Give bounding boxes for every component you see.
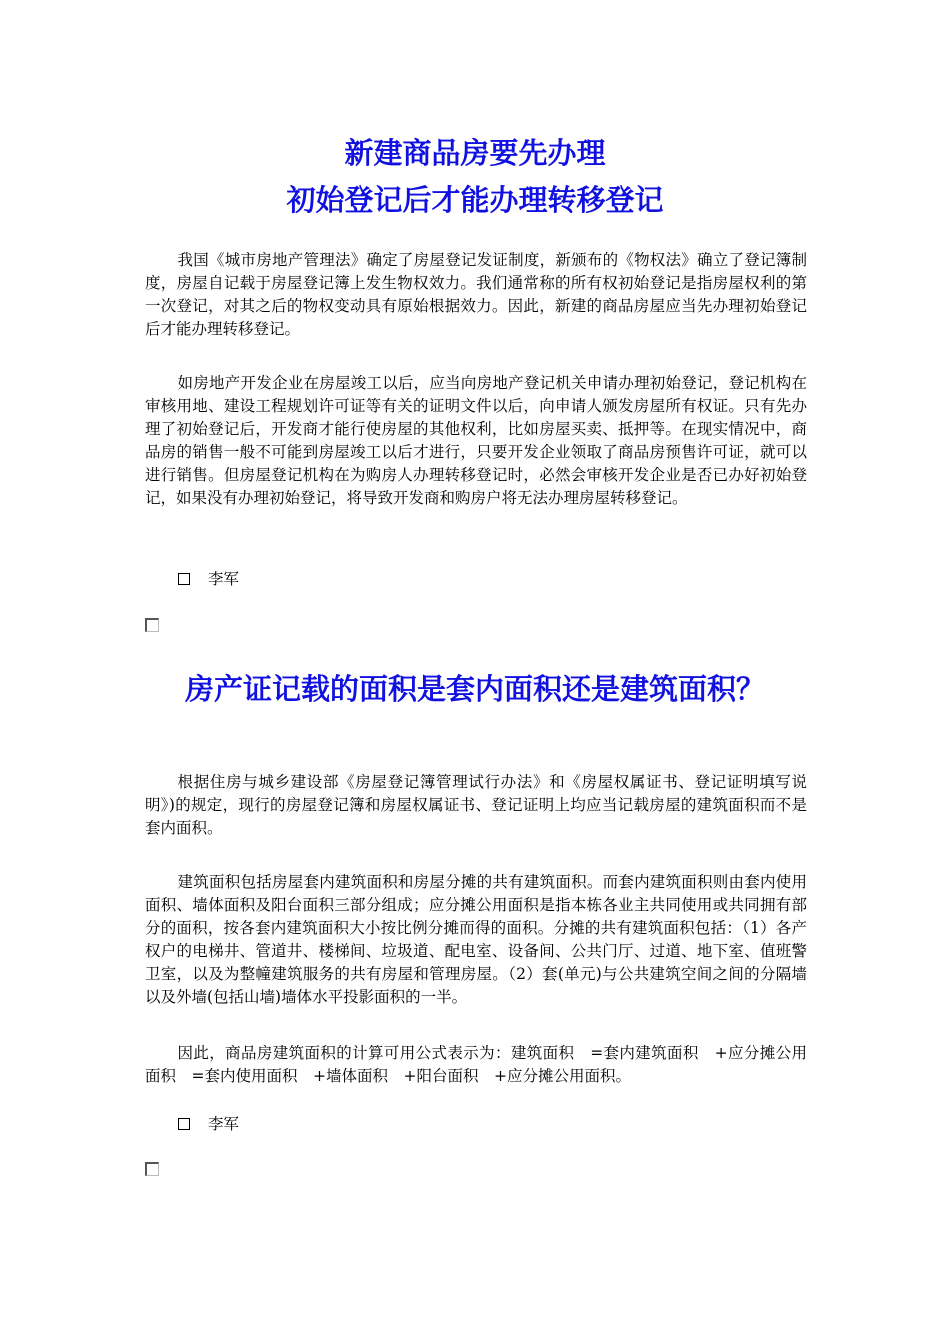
checkbox-square-icon [178, 1118, 190, 1130]
article1-paragraph-1: 我国《城市房地产管理法》确定了房屋登记发证制度，新颁布的《物权法》确立了登记簿制度，房屋自记载于房屋登记簿上发生物权效力。我们通常称的所有权初始登记是指房屋权利的第一次登记，对其之后的物权变动具有原始根据效力。因此，新建的商品房屋应当先办理初始登记后才能办理转移登记。 [145, 251, 807, 338]
article2-paragraph-2: 建筑面积包括房屋套内建筑面积和房屋分摊的共有建筑面积。而套内建筑面积则由套内使用面积、墙体面积及阳台面积三部分组成；应分摊公用面积是指本栋各业主共同使用或共同拥有部分的面积，按各套内建筑面积大小按比例分摊而得的面积。分摊的共有建筑面积包括：（1）各产权户的电梯井、管道井、楼梯间、垃圾道、配电室、设备间、公共门厅、过道、地下室、值班警卫室，以及为整幢建筑服务的共有房屋和管理房屋。（2）套(单元)与公共建筑空间之间的分隔墙以及外墙(包括山墙)墙体水平投影面积的一半。 [145, 873, 807, 1006]
article2-title: 房产证记载的面积是套内面积还是建筑面积？ [184, 672, 765, 706]
article1-paragraph-2: 如房地产开发企业在房屋竣工以后，应当向房地产登记机关申请办理初始登记，登记机构在审核用地、建设工程规划许可证等有关的证明文件以后，向申请人颁发房屋所有权证。只有先办理了初始登记后，开发商才能行使房屋的其他权利，比如房屋买卖、抵押等。在现实情况中，商品房的销售一般不可能到房屋竣工以后才进行，只要开发企业领取了商品房预售许可证，就可以进行销售。但房屋登记机构在为购房人办理转移登记时，必然会审核开发企业是否已办好初始登记，如果没有办理初始登记，将导致开发商和购房户将无法办理房屋转移登记。 [145, 374, 807, 507]
article1-title-line1: 新建商品房要先办理 [344, 136, 606, 170]
checkbox-square-icon [178, 573, 190, 585]
article1-title-line2: 初始登记后才能办理转移登记 [286, 183, 664, 217]
article2-author-line [178, 1113, 239, 1136]
article1-author-line [178, 568, 239, 591]
article1-author: 李军 [208, 570, 240, 588]
article2-paragraph-1: 根据住房与城乡建设部《房屋登记簿管理试行办法》和《房屋权属证书、登记证明填写说明》)的规定，现行的房屋登记簿和房屋权属证书、登记证明上均应当记载房屋的建筑面积而不是套内面积。 [145, 773, 807, 837]
article2-author: 李军 [208, 1115, 240, 1133]
broken-image-icon [145, 1162, 159, 1176]
article2-paragraph-3: 因此，商品房建筑面积的计算可用公式表示为：建筑面积 =套内建筑面积 +应分摊公用面积 =套内使用面积 +墙体面积 +阳台面积 +应分摊公用面积。 [145, 1044, 807, 1085]
broken-image-icon [145, 618, 159, 632]
